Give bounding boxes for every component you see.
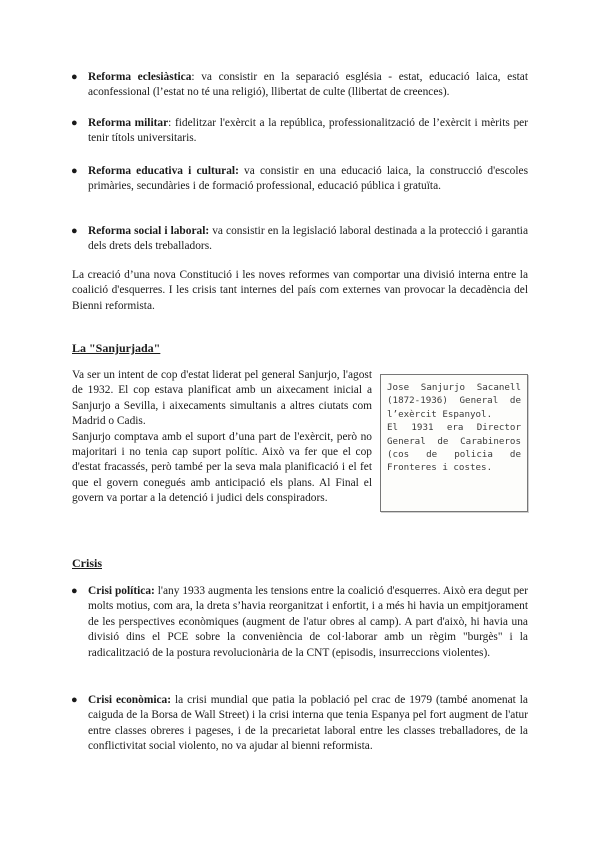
reform-text: : fidelitzar l'exèrcit a la república, professionalització de l’exèrcit i mèrits per tenir títols universitaris.	[88, 117, 528, 145]
crisis-title: Crisi política:	[88, 585, 155, 597]
list-item-reforma-social	[71, 224, 529, 255]
caption-paragraph-1: Jose Sanjurjo Sacanell (1872-1936) General de l’exèrcit Espanyol.	[387, 382, 521, 420]
list-item-reforma-eclesiastica	[71, 70, 529, 101]
reform-title: Reforma educativa i cultural:	[88, 165, 239, 177]
list-item-reforma-militar	[71, 116, 528, 147]
section-heading-crisis: Crisis	[72, 556, 102, 570]
sanjurjada-paragraph-2: Sanjurjo comptava amb el suport d’una part de l'exèrcit, però no majoritari i no tenia cap suport polític. Això va fer que el cop d'estat fracassés, però també per la seva mala planificació i el fet que el govern conegués amb anticipació els plans. Al Final el govern va portar a la detenció i judici dels conspiradors.	[72, 430, 372, 505]
sanjurjada-text	[72, 368, 372, 507]
section-heading-sanjurjada: La "Sanjurjada"	[72, 341, 161, 355]
reform-text: va consistir en una educació laica, la construcció d'escoles primàries, secundàries i de formació professional, educació pública i gratuïta.	[88, 165, 529, 193]
crisis-text: la crisi mundial que patia la població pel crac de 1979 (també anomenat la caiguda de la Borsa de Wall Street) i la crisi interna que tenia Espanya pel fort augment de l'atur entre classes obreres i pageses, i de la precarietat laboral entre les classes treballadores, de la conflictivitat social violento, no va ajudar al bienni reformista.	[88, 694, 528, 753]
reform-text: va consistir en la legislació laboral destinada a la protecció i garantia dels drets dels treballadors.	[88, 225, 529, 253]
bullet-icon: ●	[71, 71, 78, 83]
crisis-text: l'any 1933 augmenta les tensions entre la coalició d'esquerres. Això era degut per molts motius, com ara, la dreta s’havia reorganitzat i enfortit, i a més hi havia un empitjorament de les perspectives econòmiques (augment de l'atur obres al camp). A part d'això, hi havia una divisió dins el PCE sobre la conveniència de col·laborar amb un règim "burgès" i la radicalització de la postura revolucionària de la CNT (episodis, insurreccions violentes).	[88, 585, 528, 659]
list-item-reforma-educativa	[71, 164, 529, 195]
bullet-icon: ●	[71, 225, 78, 237]
bullet-icon: ●	[71, 694, 78, 706]
reform-title: Reforma eclesiàstica	[88, 71, 192, 83]
reform-title: Reforma social i laboral:	[88, 225, 210, 237]
reform-text: : va consistir en la separació església - estat, educació laica, estat aconfessional (l’estat no té una religió), llibertat de culte (llibertat de creences).	[88, 71, 529, 99]
bullet-icon: ●	[71, 117, 78, 129]
crisis-title: Crisi econòmica:	[88, 694, 172, 706]
photo-caption-box	[380, 374, 528, 512]
bullet-icon: ●	[71, 585, 78, 597]
list-item-crisi-economica	[71, 693, 528, 755]
list-item-crisi-politica	[71, 584, 528, 661]
summary-paragraph: La creació d’una nova Constitució i les noves reformes van comportar una divisió interna entre la coalició d'esquerres. I les crisis tant internes del país com externes van provocar la decadència del Bienni reformista.	[72, 269, 528, 312]
sanjurjada-paragraph-1: Va ser un intent de cop d'estat liderat pel general Sanjurjo, l'agost de 1932. El cop estava planificat amb un aixecament inicial a Sanjurjo a Sevilla, i aixecaments simultanis a altres ciutats com Madrid o Cadis.	[72, 369, 372, 428]
reform-title: Reforma militar	[88, 117, 169, 129]
caption-text	[387, 381, 521, 475]
caption-paragraph-2: El 1931 era Director General de Carabineros (cos de policia de Fronteres i costes.	[387, 422, 521, 474]
bullet-icon: ●	[71, 165, 78, 177]
